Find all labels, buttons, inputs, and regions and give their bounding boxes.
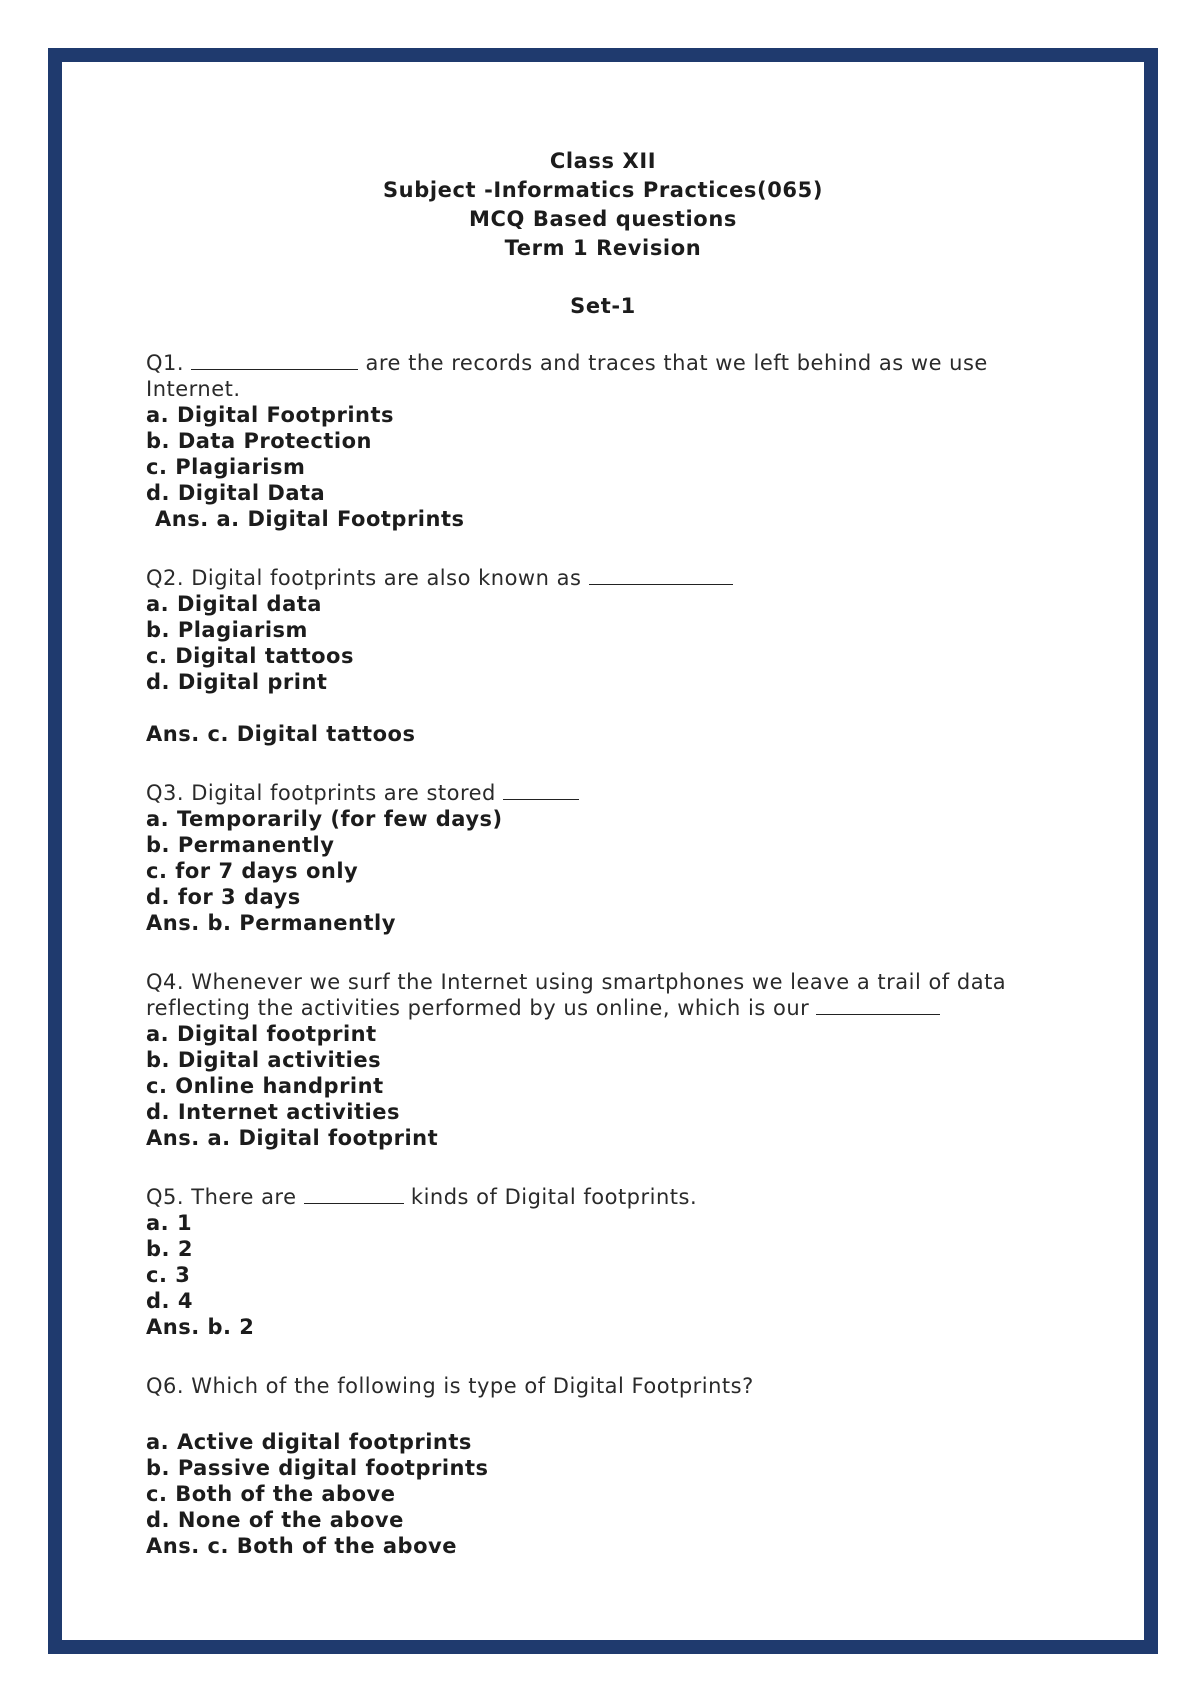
document-header <box>62 147 1144 321</box>
question-6 <box>146 1373 1046 1559</box>
option-c: c. Both of the above <box>146 1482 396 1506</box>
option-a: a. Digital footprint <box>146 1022 377 1046</box>
subject-title: Subject -Informatics Practices(065) <box>382 178 824 202</box>
option-a: a. Active digital footprints <box>146 1430 472 1454</box>
set-title: Set-1 <box>570 294 636 318</box>
option-c: c. 3 <box>146 1263 191 1287</box>
question-2-text: Q2. Digital footprints are also known as <box>146 565 1046 591</box>
option-d: d. for 3 days <box>146 885 301 909</box>
option-c: c. Plagiarism <box>146 455 306 479</box>
question-4 <box>146 969 1046 1151</box>
question-4-text: Q4. Whenever we surf the Internet using smartphones we leave a trail of data reflecting the activities performed by us online, which is our <box>146 970 1007 1020</box>
option-d: d. Digital Data <box>146 481 326 505</box>
question-2 <box>146 565 1046 747</box>
option-d: d. Internet activities <box>146 1100 400 1124</box>
question-5 <box>146 1184 1046 1340</box>
option-d: d. 4 <box>146 1289 193 1313</box>
option-b: b. Digital activities <box>146 1048 382 1072</box>
option-b: b. Plagiarism <box>146 618 308 642</box>
answer-blank <box>304 1185 404 1204</box>
option-a: a. Temporarily (for few days) <box>146 807 503 831</box>
question-1-text: Q1. are the records and traces that we left behind as we use Internet. <box>146 351 988 401</box>
answer-1: Ans. a. Digital Footprints <box>155 507 465 531</box>
option-b: b. Data Protection <box>146 429 372 453</box>
answer-5: Ans. b. 2 <box>146 1315 255 1339</box>
option-c: c. for 7 days only <box>146 859 359 883</box>
answer-blank <box>503 781 579 800</box>
answer-blank <box>191 351 358 370</box>
answer-2: Ans. c. Digital tattoos <box>146 722 416 746</box>
answer-3: Ans. b. Permanently <box>146 911 396 935</box>
term-title: Term 1 Revision <box>504 236 702 260</box>
option-c: c. Online handprint <box>146 1074 384 1098</box>
question-3 <box>146 780 1046 936</box>
question-type-title: MCQ Based questions <box>469 207 737 231</box>
option-c: c. Digital tattoos <box>146 644 354 668</box>
option-d: d. Digital print <box>146 670 328 694</box>
option-b: b. Permanently <box>146 833 335 857</box>
option-a: a. Digital data <box>146 592 322 616</box>
option-b: b. Passive digital footprints <box>146 1456 489 1480</box>
class-title: Class XII <box>549 149 657 173</box>
option-d: d. None of the above <box>146 1508 404 1532</box>
answer-blank <box>589 566 733 585</box>
option-a: a. Digital Footprints <box>146 403 395 427</box>
answer-6: Ans. c. Both of the above <box>146 1534 457 1558</box>
answer-blank <box>816 996 940 1015</box>
option-a: a. 1 <box>146 1211 193 1235</box>
question-list <box>146 350 1046 1559</box>
question-3-text: Q3. Digital footprints are stored <box>146 780 1046 806</box>
answer-4: Ans. a. Digital footprint <box>146 1126 439 1150</box>
question-6-text: Q6. Which of the following is type of Digital Footprints? <box>146 1374 754 1398</box>
question-1 <box>146 350 1046 532</box>
question-5-text: Q5. There are kinds of Digital footprints. <box>146 1185 698 1209</box>
option-b: b. 2 <box>146 1237 193 1261</box>
